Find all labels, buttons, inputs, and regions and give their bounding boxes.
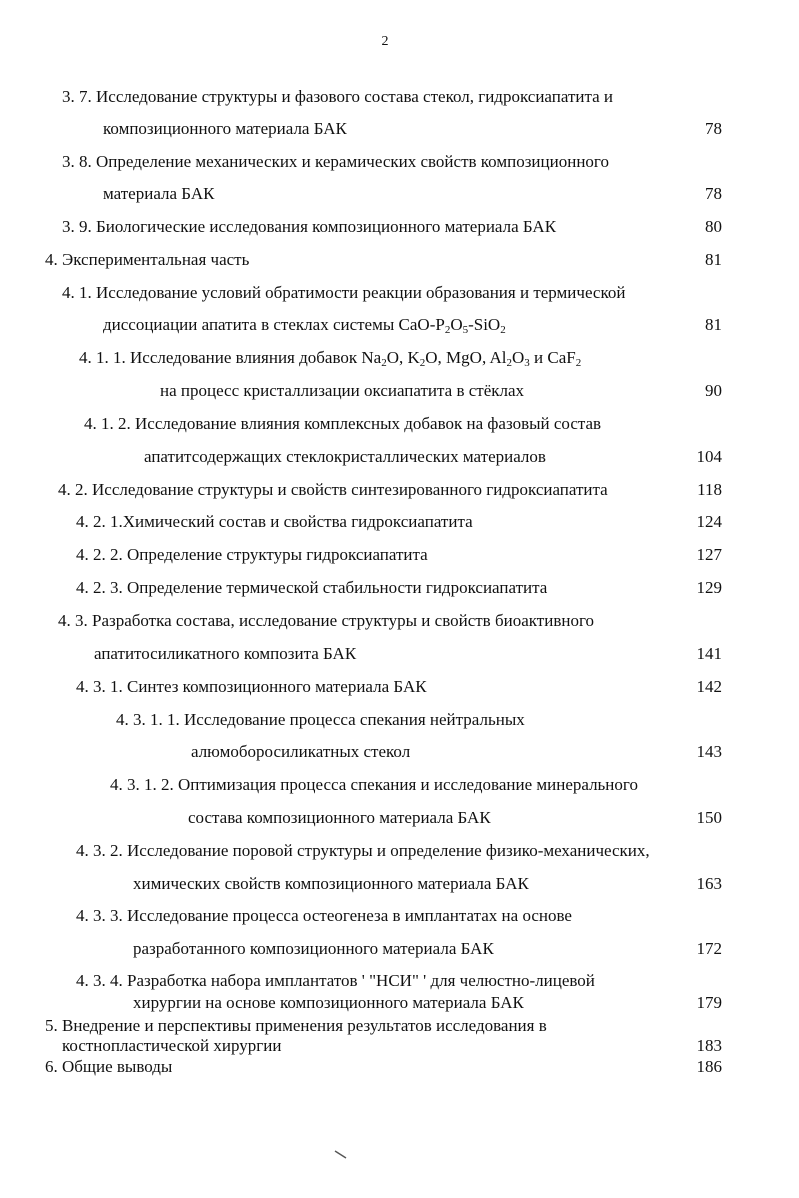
- toc-entry-title: 4. 1. Исследование условий обратимости реакции образования и термической: [62, 283, 626, 302]
- scan-mark-decoration: [334, 1150, 348, 1160]
- toc-entry-title: костнопластической хирургии: [62, 1036, 282, 1055]
- toc-page-number: 142: [696, 677, 722, 696]
- toc-entry-title: разработанного композиционного материала БАК: [133, 939, 494, 958]
- toc-entry-title: 4. 3. 2. Исследование поровой структуры и определение физико-механических,: [76, 841, 650, 860]
- toc-entry-title: 5. Внедрение и перспективы применения результатов исследования в: [45, 1016, 547, 1035]
- toc-entry-title: материала БАК: [103, 184, 215, 203]
- toc-entry-title: 3. 8. Определение механических и керамических свойств композиционного: [62, 152, 609, 171]
- toc-entry-title: 4. 3. 1. 1. Исследование процесса спекания нейтральных: [116, 710, 525, 729]
- toc-entry-title: 4. 3. 4. Разработка набора имплантатов ' "НСИ" ' для челюстно-лицевой: [76, 971, 595, 990]
- toc-entry-title: состава композиционного материала БАК: [188, 808, 491, 827]
- toc-page-number: 186: [696, 1057, 722, 1076]
- toc-entry-title: апатитосиликатного композита БАК: [94, 644, 357, 663]
- toc-page-number: 141: [696, 644, 722, 663]
- toc-page-number: 124: [696, 512, 722, 531]
- toc-entry-title: 4. 2. 2. Определение структуры гидроксиапатита: [76, 545, 428, 564]
- toc-page-number: 104: [696, 447, 722, 466]
- toc-page-number: 81: [705, 250, 722, 269]
- toc-entry-title: диссоциации апатита в стеклах системы CaO-$P_2O_5-SiO_2$: [103, 315, 506, 336]
- toc-entry-title: 4. 1. 2. Исследование влияния комплексных добавок на фазовый состав: [84, 414, 602, 433]
- toc-entry-title: 4. 2. 1.Химический состав и свойства гидроксиапатита: [76, 512, 473, 531]
- toc-page-number: 118: [697, 480, 722, 499]
- toc-page-number: 143: [696, 742, 722, 761]
- toc-page-number: 183: [696, 1036, 722, 1055]
- toc-entry-title: 4. 2. Исследование структуры и свойств синтезированного гидроксиапатита: [58, 480, 608, 499]
- toc-entry-title: 4. Экспериментальная часть: [45, 250, 250, 269]
- toc-entry-title: 6. Общие выводы: [45, 1057, 173, 1076]
- toc-page-number: 78: [705, 119, 722, 138]
- toc-entry-title: 3. 7. Исследование структуры и фазового состава стекол, гидроксиапатита и: [62, 87, 614, 106]
- toc-entry-title: 4. 3. 1. 2. Оптимизация процесса спекания и исследование минерального: [110, 775, 638, 794]
- toc-page-number: 179: [696, 993, 722, 1012]
- toc-page-number: 129: [696, 578, 722, 597]
- toc-page-number: 172: [696, 939, 722, 958]
- toc-entry-title: 4. 3. Разработка состава, исследование структуры и свойств биоактивного: [58, 611, 594, 630]
- toc-entry-title: на процесс кристаллизации оксиапатита в стёклах: [160, 381, 525, 400]
- toc-page-number: 127: [696, 545, 722, 564]
- toc-entry-title: химических свойств композиционного материала БАК: [133, 874, 529, 893]
- toc-entry-title: 4. 3. 3. Исследование процесса остеогенеза в имплантатах на основе: [76, 906, 572, 925]
- toc-entry-title: 4. 3. 1. Синтез композиционного материала БАК: [76, 677, 427, 696]
- toc-entry-title: композиционного материала БАК: [103, 119, 347, 138]
- toc-page-number: 90: [705, 381, 722, 400]
- toc-entry-title: 4. 1. 1. Исследование влияния добавок $Na_2O$, $K_2O$, MgO, $Al_2O_3$ и CaF$_2$: [79, 348, 582, 369]
- toc-page-number: 78: [705, 184, 722, 203]
- page-number: 2: [381, 34, 389, 49]
- toc-page-number: 163: [696, 874, 722, 893]
- toc-entry-title: 4. 2. 3. Определение термической стабильности гидроксиапатита: [76, 578, 548, 597]
- toc-page-number: 150: [696, 808, 722, 827]
- toc-entry-title: хирургии на основе композиционного материала БАК: [133, 993, 524, 1012]
- toc-page-number: 81: [705, 315, 722, 334]
- toc-entry-title: апатитсодержащих стеклокристаллических материалов: [144, 447, 546, 466]
- toc-page-number: 80: [705, 217, 722, 236]
- toc-entry-title: алюмоборосиликатных стекол: [191, 742, 411, 761]
- toc-entry-title: 3. 9. Биологические исследования композиционного материала БАК: [62, 217, 557, 236]
